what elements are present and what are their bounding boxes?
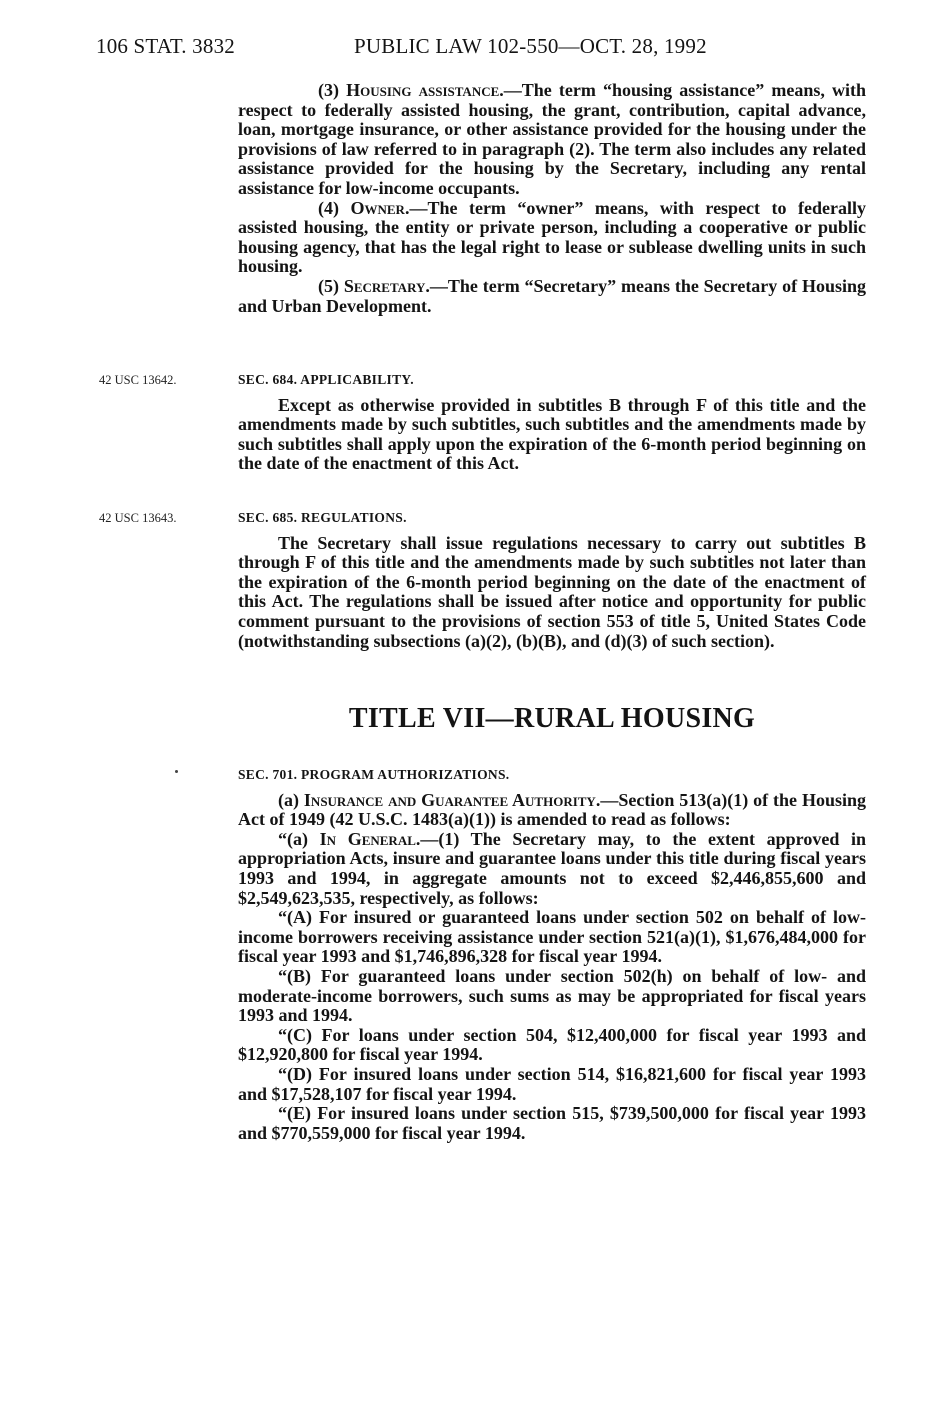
subsection-text: .—(1) The Secretary may, to the extent approved in appropriation Acts, insure and guarantee loans under this title during fiscal years 1993 and 1994, in aggregate amounts not to exceed $2,446,855,600 and $2,549,623,535, respectively, as follows: [238, 828, 866, 908]
subsection-number: (a) [278, 789, 299, 810]
margin-citation-13643: 42 USC 13643. [99, 511, 177, 525]
section-heading: SEC. 701. PROGRAM AUTHORIZATIONS. [238, 767, 510, 782]
definition-text: .—The term “owner” means, with respect to federally assisted housing, the entity or private person, including a cooperative or public housing agency, that has the legal right to lease or sublease dwelling units in such housing. [238, 197, 867, 277]
clause-d: “(D) For insured loans under section 514, $16,821,600 for fiscal year 1993 and $17,528,107 for fiscal year 1994. [238, 1063, 866, 1104]
definition-text: .—The term “Secretary” means the Secretary of Housing and Urban Development. [238, 275, 866, 316]
clause-a: “(A) For insured or guaranteed loans under section 502 on behalf of low-income borrowers receiving assistance under section 521(a)(1), $1,676,484,000 for fiscal year 1993 and $1,746,896,328 for fiscal year 1994. [238, 907, 866, 967]
page-header [96, 34, 756, 64]
definition-owner [238, 199, 866, 277]
subsection-text: .—Section 513(a)(1) of the Housing Act of 1949 (42 U.S.C. 1483(a)(1)) is amended to read as follows: [238, 789, 866, 830]
definition-text: .—The term “housing assistance” means, with respect to federally assisted housing, the grant, contribution, capital advance, loan, mortgage insurance, or other assistance provided for the housing under the provisions of law referred to in paragraph (2). The term also includes any related assistance provided for the housing by the Secretary, including any rental assistance for low-income occupants. [238, 80, 867, 198]
section-685 [238, 508, 866, 651]
subsection-term: Insurance and Guarantee Authority [303, 789, 596, 810]
section-body: The Secretary shall issue regulations necessary to carry out subtitles B through F of this title and the amendments made by such subtitles not later than the expiration of the 6-month period beginning on the date of the enactment of this Act. The regulations shall be issued after notice and opportunity for public comment pursuant to the provisions of section 553 of title 5, United States Code (notwithstanding subsections (a)(2), (b)(B), and (d)(3) of such section). [238, 532, 866, 651]
section-684 [238, 370, 866, 474]
paragraph-number: (4) [318, 197, 339, 218]
subsection-number: “(a) [278, 828, 308, 849]
clause-c: “(C) For loans under section 504, $12,400,000 for fiscal year 1993 and $12,920,800 for fiscal year 1994. [238, 1024, 866, 1065]
clause-b: “(B) For guaranteed loans under section 502(h) on behalf of low- and moderate-income borrowers, such sums as may be appropriated for fiscal years 1993 and 1994. [238, 965, 866, 1026]
subsection-term: In General [319, 828, 416, 849]
definition-term: Housing assistance [346, 80, 500, 100]
definition-secretary [238, 277, 866, 316]
stat-page-number: 106 STAT. 3832 [96, 34, 235, 58]
subsection-a [238, 791, 866, 830]
definitions-block [238, 81, 866, 316]
definition-term: Owner [350, 197, 405, 218]
margin-mark [175, 770, 178, 773]
clause-e: “(E) For insured loans under section 515, $739,500,000 for fiscal year 1993 and $770,559,000 for fiscal year 1994. [238, 1103, 866, 1143]
definition-housing-assistance [238, 81, 866, 199]
in-general-paragraph [238, 830, 866, 908]
section-heading: SEC. 684. APPLICABILITY. [238, 372, 414, 387]
margin-citation-13642: 42 USC 13642. [99, 373, 177, 387]
paragraph-number: (3) [318, 80, 339, 100]
section-701 [238, 765, 866, 1143]
public-law-citation: PUBLIC LAW 102-550—OCT. 28, 1992 [354, 34, 707, 58]
title-heading: TITLE VII—RURAL HOUSING [348, 703, 756, 734]
definition-term: Secretary [343, 275, 426, 296]
section-heading: SEC. 685. REGULATIONS. [238, 510, 407, 525]
section-body: Except as otherwise provided in subtitles B through F of this title and the amendments made by such subtitles, such subtitles and the amendments made by such subtitles shall apply upon the expiration of the 6-month period beginning on the date of the enactment of this Act. [238, 394, 866, 474]
paragraph-number: (5) [318, 275, 339, 296]
